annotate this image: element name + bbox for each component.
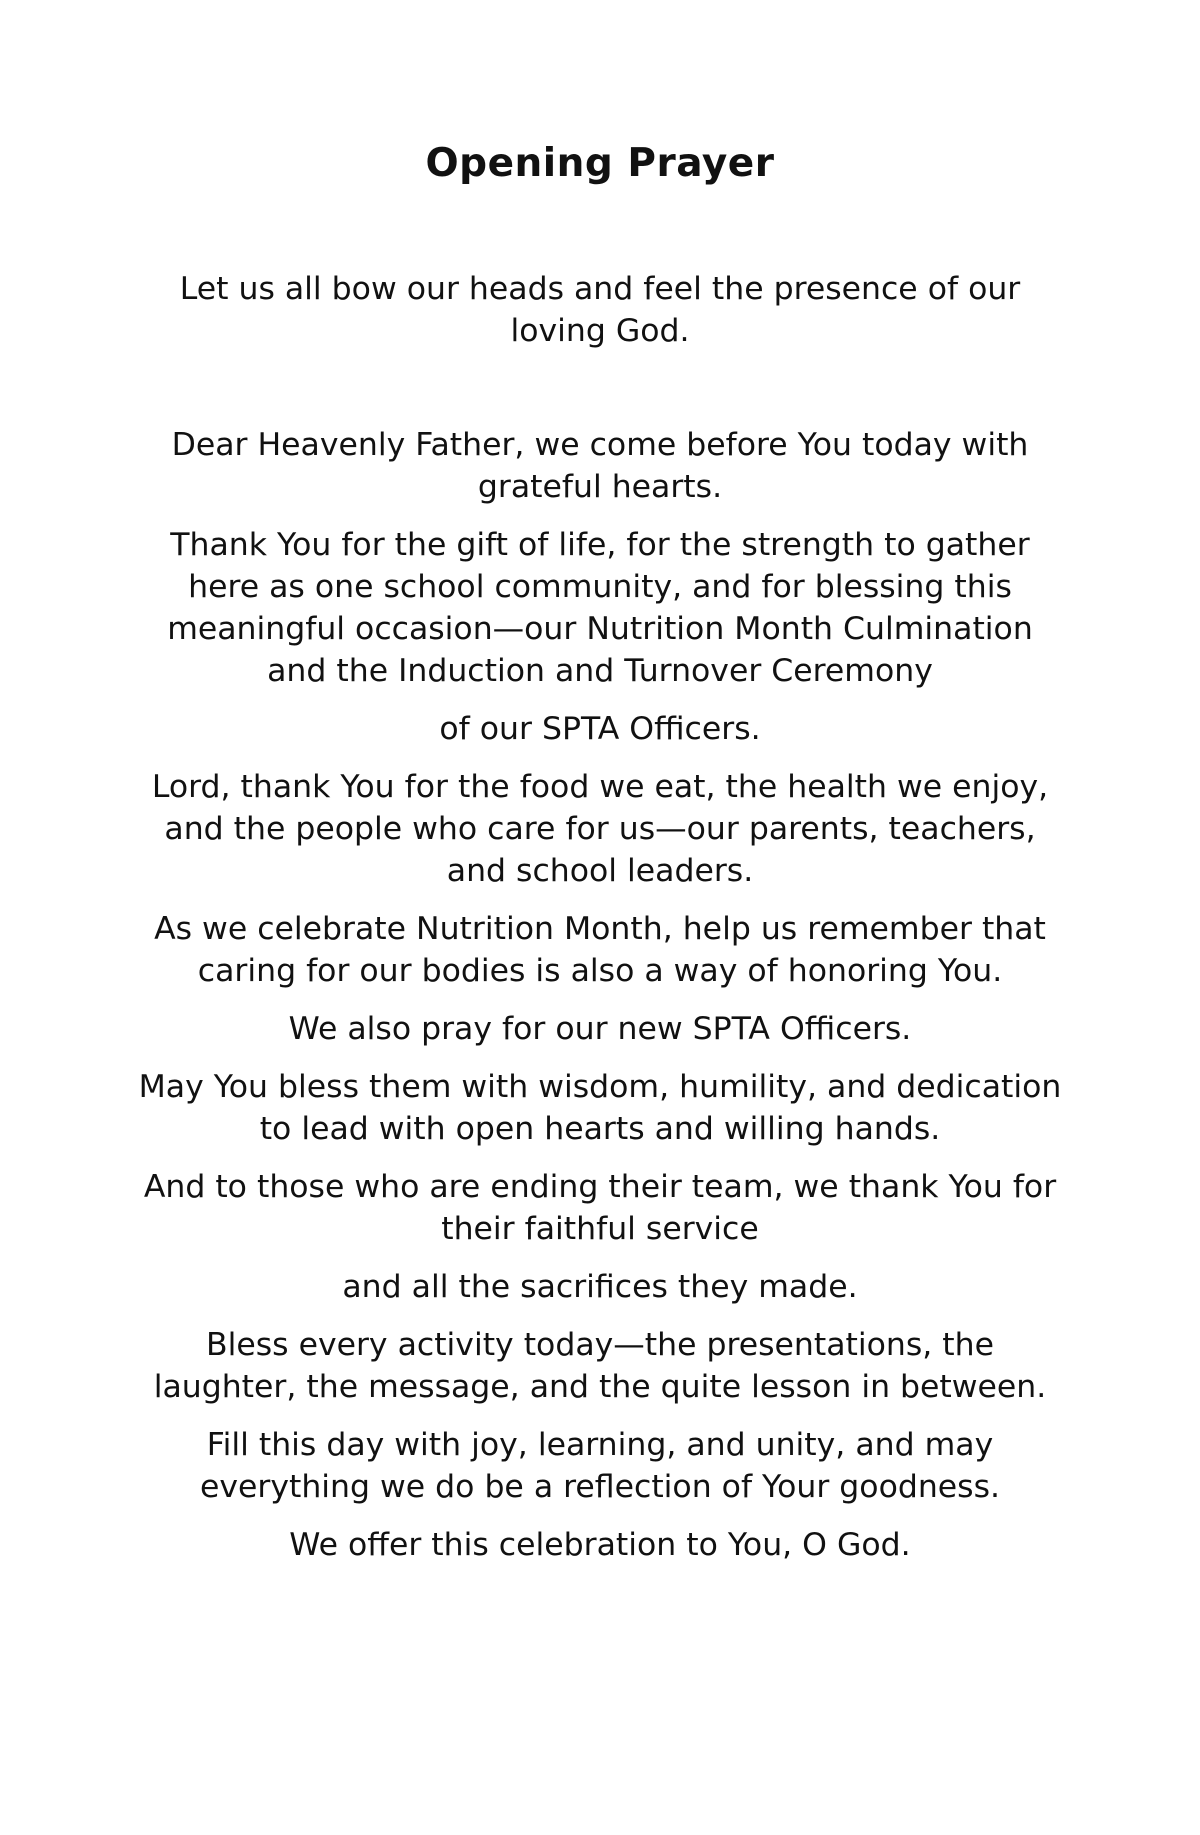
prayer-paragraph: Dear Heavenly Father, we come before You today with grateful hearts. (171, 427, 1029, 505)
prayer-paragraph: of our SPTA Officers. (439, 711, 761, 747)
prayer-paragraph: Bless every activity today—the presentations, the laughter, the message, and the quite lesson in between. (153, 1327, 1047, 1405)
prayer-paragraph: As we celebrate Nutrition Month, help us remember that caring for our bodies is also a way of honoring You. (154, 911, 1046, 989)
prayer-paragraph: We also pray for our new SPTA Officers. (288, 1011, 912, 1047)
prayer-body (135, 268, 1065, 1582)
intro-paragraph: Let us all bow our heads and feel the presence of our loving God. (179, 271, 1021, 349)
prayer-paragraph: Thank You for the gift of life, for the strength to gather here as one school community, and for blessing this meaningful occasion—our Nutrition Month Culmination and the Induction and Turnover Ceremony (167, 527, 1033, 689)
page-title: Opening Prayer (425, 141, 775, 186)
prayer-paragraph: and all the sacrifices they made. (342, 1269, 858, 1305)
prayer-paragraph: May You bless them with wisdom, humility, and dedication to lead with open hearts and willing hands. (138, 1069, 1062, 1147)
closing-paragraph: We offer this celebration to You, O God. (289, 1527, 911, 1563)
prayer-paragraph: Fill this day with joy, learning, and unity, and may everything we do be a reflection of Your goodness. (199, 1427, 1001, 1505)
prayer-paragraph: And to those who are ending their team, we thank You for their faithful service (143, 1169, 1057, 1247)
prayer-paragraph: Lord, thank You for the food we eat, the health we enjoy, and the people who care for us—our parents, teachers, and school leaders. (151, 769, 1049, 889)
